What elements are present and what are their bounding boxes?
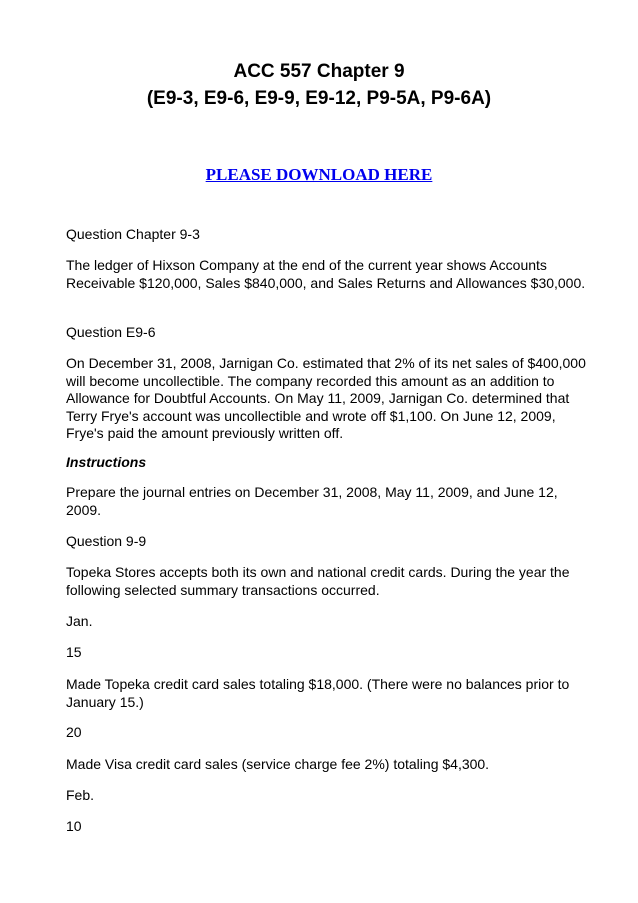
transaction-jan-20: Made Visa credit card sales (service charge fee 2%) totaling $4,300. [66,756,490,772]
day-15: 15 [66,644,82,660]
question-9-3-text: The ledger of Hixson Company at the end of the current year shows Accounts Receivable $120,000, Sales $840,000, and Sales Returns and Allowances $30,000. [66,257,586,291]
download-link[interactable]: PLEASE DOWNLOAD HERE [205,165,433,184]
question-e9-6-text: On December 31, 2008, Jarnigan Co. estimated that 2% of its net sales of $400,000 will become uncollectible. The company recorded this amount as an addition to Allowance for Doubtful Accounts. On May 11, 2009, Jarnigan Co. determined that Terry Frye's account was uncollectible and wrote off $1,100. On June 12, 2009, Frye's paid the amount previously written off. [66,355,586,441]
instructions-text: Prepare the journal entries on December 31, 2008, May 11, 2009, and June 12, 2009. [66,484,558,518]
transaction-jan-15: Made Topeka credit card sales totaling $18,000. (There were no balances prior to January 15.) [66,676,570,710]
month-jan: Jan. [66,613,93,629]
instructions-heading: Instructions [66,454,147,470]
question-e9-6-heading: Question E9-6 [66,324,156,340]
month-feb: Feb. [66,787,95,803]
document-title: ACC 557 Chapter 9 [233,61,405,82]
question-9-9-text: Topeka Stores accepts both its own and national credit cards. During the year the following selected summary transactions occurred. [66,564,570,598]
day-10: 10 [66,818,82,834]
day-20: 20 [66,724,82,740]
question-9-9-heading: Question 9-9 [66,533,147,549]
question-9-3-heading: Question Chapter 9-3 [66,226,200,242]
document-subtitle: (E9-3, E9-6, E9-9, E9-12, P9-5A, P9-6A) [146,88,492,109]
